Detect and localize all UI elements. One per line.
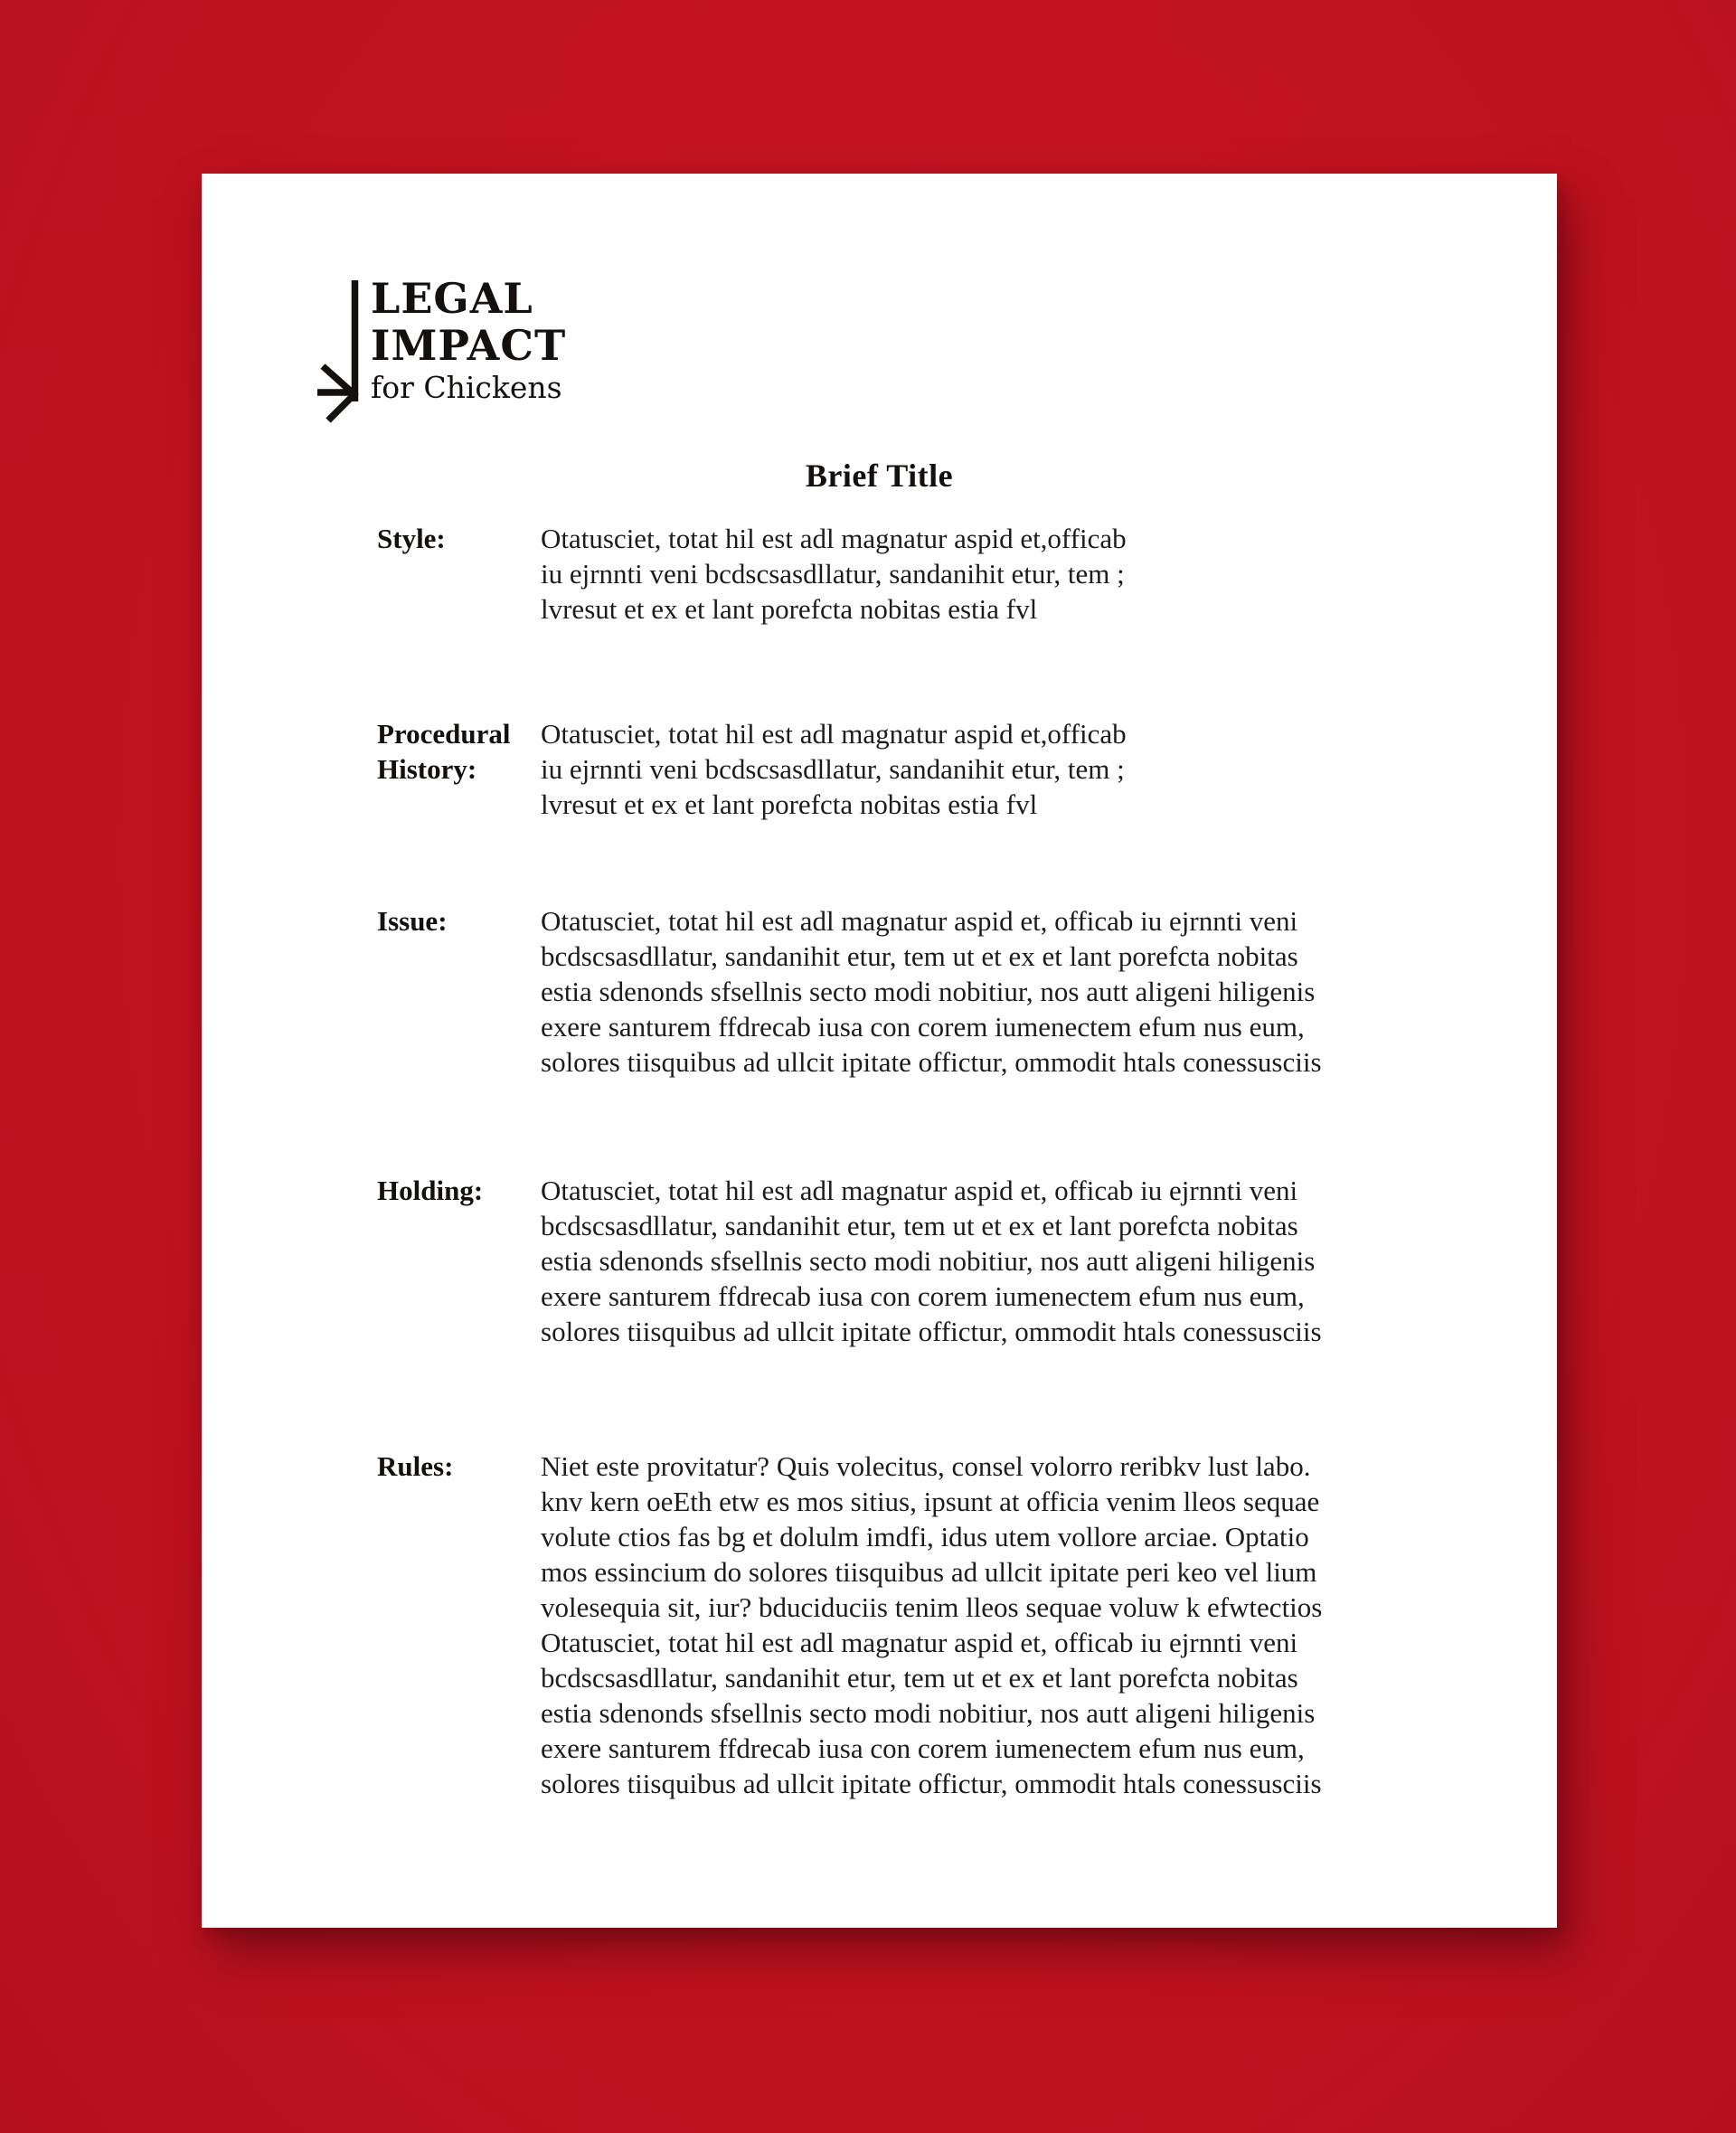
section-text-line: bcdscsasdllatur, sandanihit etur, tem ut et ex et lant porefcta nobitas <box>541 1662 1298 1694</box>
section-text-line: iu ejrnnti veni bcdscsasdllatur, sandanihit etur, tem ; <box>541 558 1125 590</box>
section-text-line: Otatusciet, totat hil est adl magnatur aspid et, officab iu ejrnnti veni <box>541 905 1298 937</box>
section-row <box>377 1449 1422 1801</box>
logo-wordmark-legal: LEGAL <box>371 274 533 323</box>
section-row <box>377 716 1422 822</box>
section-label <box>377 716 541 822</box>
section-text-line: iu ejrnnti veni bcdscsasdllatur, sandanihit etur, tem ; <box>541 753 1125 785</box>
section-row <box>377 521 1422 627</box>
section-text-line: volute ctios fas bg et dolulm imdfi, idus utem vollore arciae. Optatio <box>541 1521 1309 1553</box>
section-label-line: Style: <box>377 523 446 554</box>
logo-wordmark-impact: IMPACT <box>371 321 567 370</box>
section-text-line: Otatusciet, totat hil est adl magnatur aspid et,officab <box>541 718 1127 750</box>
section-label-line: Procedural <box>377 718 511 750</box>
section-text <box>541 716 1422 822</box>
page-title: Brief Title <box>805 458 954 494</box>
section-text-line: Otatusciet, totat hil est adl magnatur aspid et, officab iu ejrnnti veni <box>541 1627 1298 1658</box>
section-text-line: Otatusciet, totat hil est adl magnatur aspid et,officab <box>541 523 1127 554</box>
section-row <box>377 1173 1422 1349</box>
section-text-line: solores tiisquibus ad ullcit ipitate offictur, ommodit htals conessusciis <box>541 1768 1322 1799</box>
section-label <box>377 1173 541 1349</box>
logo-tagline: for Chickens <box>371 370 562 405</box>
section-text-line: mos essincium do solores tiisquibus ad ullcit ipitate peri keo vel lium <box>541 1556 1317 1588</box>
section-text <box>541 903 1422 1080</box>
section-text-line: bcdscsasdllatur, sandanihit etur, tem ut et ex et lant porefcta nobitas <box>541 940 1298 972</box>
section-text <box>541 1449 1422 1801</box>
section-text-line: solores tiisquibus ad ullcit ipitate offictur, ommodit htals conessusciis <box>541 1046 1322 1078</box>
section-label <box>377 1449 541 1801</box>
section-text-line: Niet este provitatur? Quis volecitus, consel volorro reribkv lust labo. <box>541 1450 1311 1482</box>
section-text-line: volesequia sit, iur? bduciduciis tenim lleos sequae voluw k efwtectios <box>541 1591 1323 1623</box>
section-text-line: bcdscsasdllatur, sandanihit etur, tem ut et ex et lant porefcta nobitas <box>541 1210 1298 1241</box>
section-text-line: exere santurem ffdrecab iusa con corem iumenectem efum nus eum, <box>541 1011 1305 1043</box>
section-text <box>541 1173 1422 1349</box>
section-text-line: estia sdenonds sfsellnis secto modi nobitiur, nos autt aligeni hiligenis <box>541 1245 1316 1277</box>
section-label <box>377 903 541 1080</box>
section-label-line: History: <box>377 753 477 785</box>
logo-text <box>371 275 566 423</box>
section-text-line: solores tiisquibus ad ullcit ipitate offictur, ommodit htals conessusciis <box>541 1316 1322 1347</box>
section-label <box>377 521 541 627</box>
section-text-line: lvresut et ex et lant porefcta nobitas estia fvl <box>541 593 1038 625</box>
section-text-line: knv kern oeEth etw es mos sitius, ipsunt at officia venim lleos sequae <box>541 1486 1320 1517</box>
logo <box>316 275 566 423</box>
section-label-line: Holding: <box>377 1175 484 1206</box>
section-label-line: Issue: <box>377 905 448 937</box>
section-text-line: estia sdenonds sfsellnis secto modi nobitiur, nos autt aligeni hiligenis <box>541 1697 1316 1729</box>
section-text-line: exere santurem ffdrecab iusa con corem iumenectem efum nus eum, <box>541 1280 1305 1312</box>
section-text-line: Otatusciet, totat hil est adl magnatur aspid et, officab iu ejrnnti veni <box>541 1175 1298 1206</box>
section-text-line: estia sdenonds sfsellnis secto modi nobitiur, nos autt aligeni hiligenis <box>541 976 1316 1007</box>
section-text-line: exere santurem ffdrecab iusa con corem iumenectem efum nus eum, <box>541 1732 1305 1764</box>
section-row <box>377 903 1422 1080</box>
down-right-arrow-icon <box>316 280 360 423</box>
section-text <box>541 521 1422 627</box>
section-label-line: Rules: <box>377 1450 454 1482</box>
section-text-line: lvresut et ex et lant porefcta nobitas estia fvl <box>541 788 1038 820</box>
brief-page <box>202 174 1557 1928</box>
